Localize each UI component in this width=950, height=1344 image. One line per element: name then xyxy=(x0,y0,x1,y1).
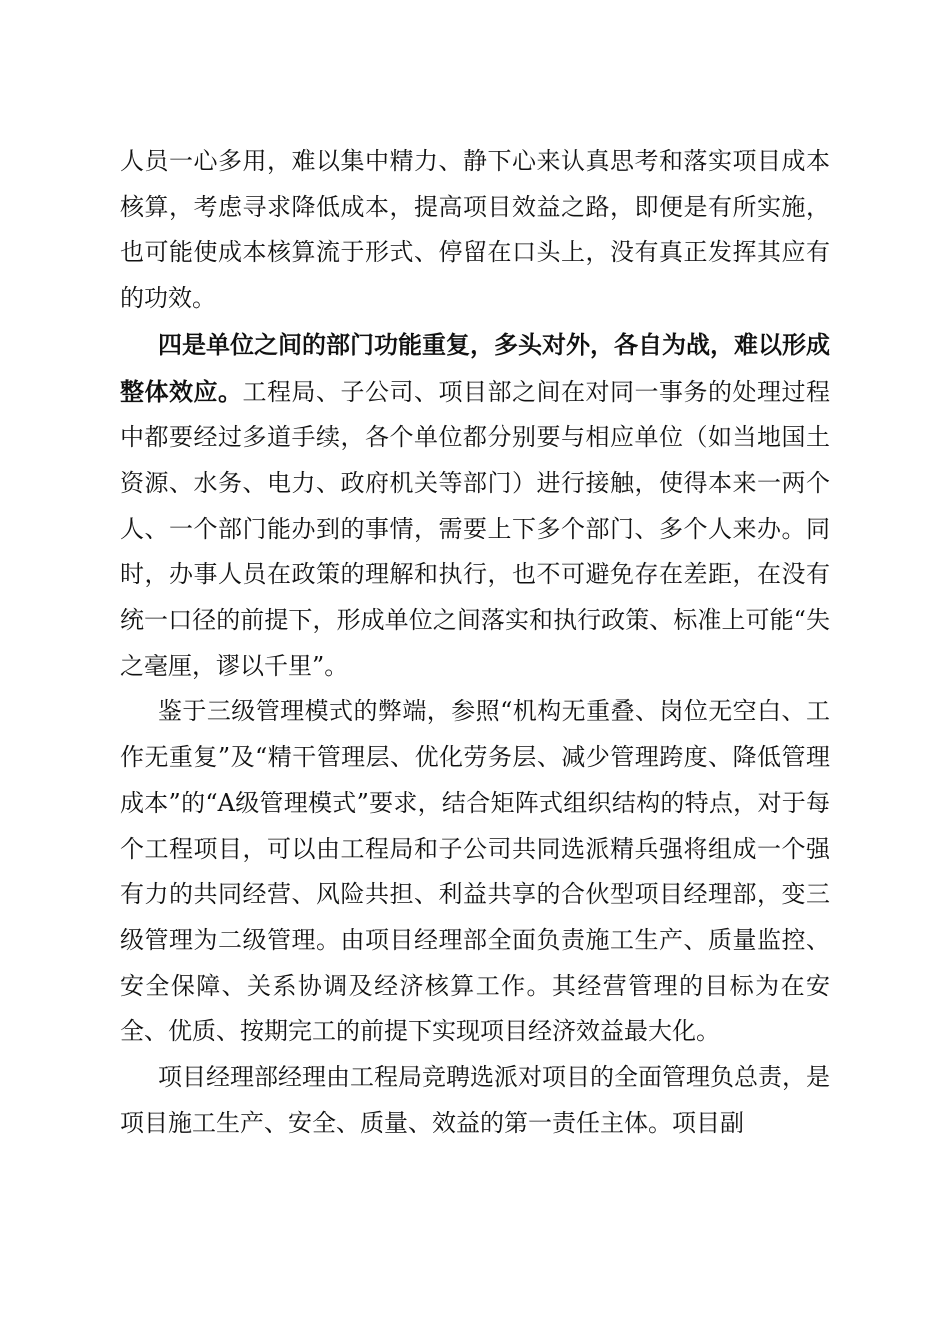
paragraph-text: 人员一心多用，难以集中精力、静下心来认真思考和落实项目成本核算，考虑寻求降低成本，提高项目效益之路，即便是有所实施，也可能使成本核算流于形式、停留在口头上，没有真正发挥其应有的功效。 xyxy=(120,147,830,313)
document-body xyxy=(120,139,830,1146)
paragraph-text: 鉴于三级管理模式的弊端，参照“机构无重叠、岗位无空白、工作无重复”及“精干管理层、优化劳务层、减少管理跨度、降低管理成本”的“A级管理模式”要求，结合矩阵式组织结构的特点，对于每个工程项目，可以由工程局和子公司共同选派精兵强将组成一个强有力的共同经营、风险共担、利益共享的合伙型项目经理部，变三级管理为二级管理。由项目经理部全面负责施工生产、质量监控、安全保障、关系协调及经济核算工作。其经营管理的目标为在安全、优质、按期完工的前提下实现项目经济效益最大化。 xyxy=(120,697,830,1046)
paragraph-project-manager xyxy=(120,1055,830,1146)
paragraph-four-point xyxy=(120,322,830,690)
paragraph-management-model xyxy=(120,689,830,1055)
paragraph-lead-bold: 四是单位之间的部门功能重复，多头对外，各自为战，难以形成整体效应。 xyxy=(120,329,830,406)
paragraph-continuation xyxy=(120,139,830,322)
paragraph-text: 工程局、子公司、项目部之间在对同一事务的处理过程中都要经过多道手续，各个单位都分别要与相应单位（如当地国土资源、水务、电力、政府机关等部门）进行接触，使得本来一两个人、一个部门能办到的事情，需要上下多个部门、多个人来办。同时，办事人员在政策的理解和执行，也不可避免存在差距，在没有统一口径的前提下，形成单位之间落实和执行政策、标准上可能“失之毫厘，谬以千里”。 xyxy=(120,377,830,680)
paragraph-text: 项目经理部经理由工程局竞聘选派对项目的全面管理负总责，是项目施工生产、安全、质量、效益的第一责任主体。项目副 xyxy=(120,1063,830,1137)
